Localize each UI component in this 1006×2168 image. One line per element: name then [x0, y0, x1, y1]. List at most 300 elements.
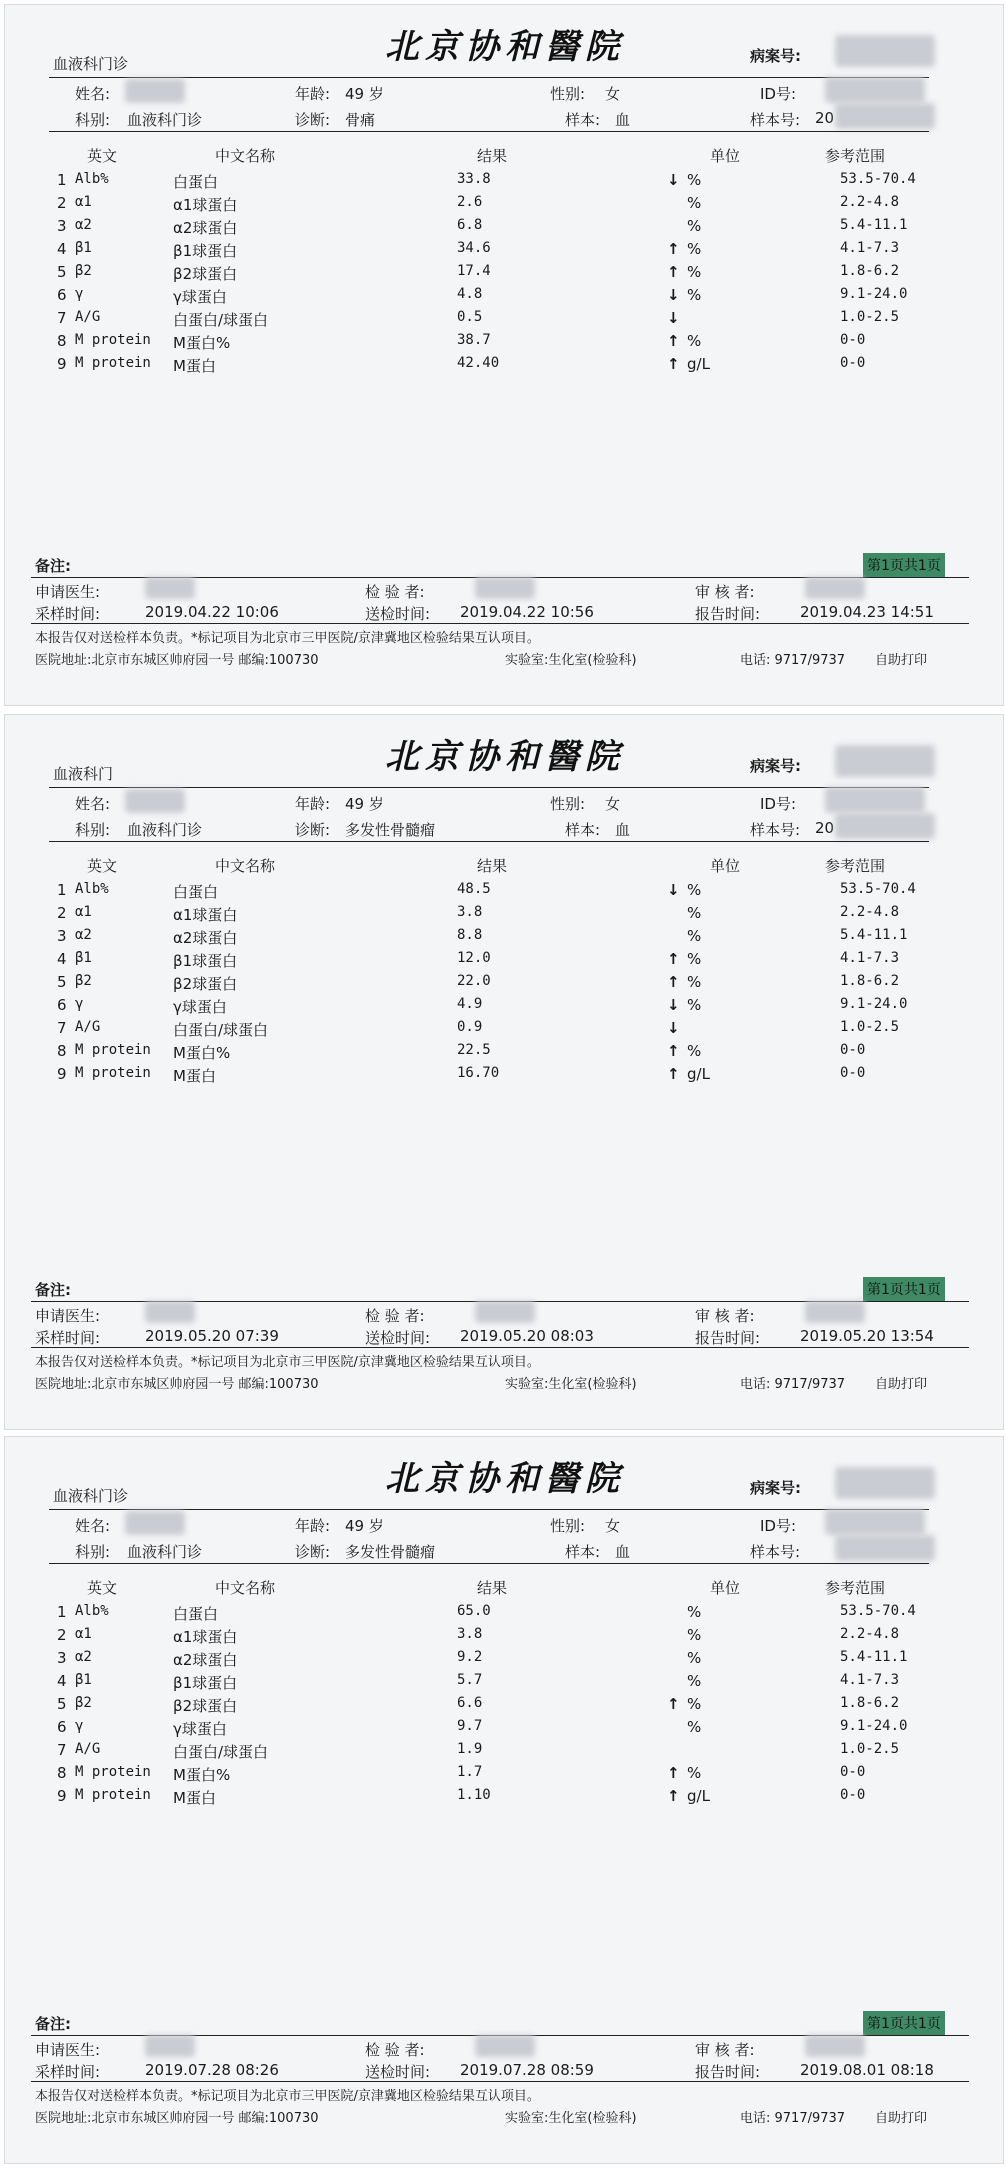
- report-sheet: [4, 1436, 1004, 2164]
- row-no: 9: [57, 1787, 67, 1805]
- age-label: 年龄:: [295, 85, 331, 103]
- send-time-value: 2019.05.20 08:03: [460, 1327, 594, 1345]
- row-result: 4.9: [457, 996, 483, 1012]
- rule-line: [31, 2081, 969, 2082]
- name-label: 姓名:: [75, 795, 111, 813]
- redacted-field: [825, 77, 925, 103]
- lab: 实验室:生化室(检验科): [505, 653, 637, 668]
- row-no: 3: [57, 217, 67, 235]
- lab: 实验室:生化室(检验科): [505, 2111, 637, 2126]
- row-cn: α2球蛋白: [173, 929, 238, 947]
- diag-value: 骨痛: [345, 111, 376, 129]
- sex-label: 性别:: [550, 795, 586, 813]
- row-en: M protein: [75, 355, 151, 371]
- hospital-title: 北京协和醫院: [385, 1459, 625, 1499]
- age-value: 49 岁: [345, 1517, 384, 1535]
- rule-line: [31, 623, 969, 624]
- row-en: β1: [75, 950, 92, 966]
- table-row: [5, 1672, 985, 1694]
- col-unit: 单位: [710, 1579, 741, 1597]
- row-no: 5: [57, 1695, 67, 1713]
- dept-label: 科别:: [75, 111, 111, 129]
- row-unit: g/L: [687, 1787, 710, 1805]
- row-en: α1: [75, 194, 92, 210]
- table-row: [5, 309, 985, 331]
- rule-line: [49, 1509, 929, 1510]
- reviewer-label: 审 核 者:: [695, 2041, 755, 2059]
- table-row: [5, 1787, 985, 1809]
- row-range: 2.2-4.8: [840, 904, 900, 920]
- row-en: β1: [75, 1672, 92, 1688]
- row-result: 1.10: [457, 1787, 491, 1803]
- redacted-field: [835, 745, 935, 777]
- row-flag: ↑: [667, 240, 680, 258]
- remark-label: 备注:: [35, 557, 71, 575]
- row-range: 0-0: [840, 1065, 866, 1081]
- table-row: [5, 332, 985, 354]
- row-unit: %: [687, 1672, 702, 1690]
- send-time-value: 2019.07.28 08:59: [460, 2061, 594, 2079]
- row-flag: ↑: [667, 355, 680, 373]
- col-range: 参考范围: [825, 147, 886, 165]
- row-no: 9: [57, 1065, 67, 1083]
- row-unit: %: [687, 904, 702, 922]
- redacted-field: [835, 1467, 935, 1499]
- redacted-field: [475, 1301, 535, 1323]
- row-range: 1.0-2.5: [840, 309, 900, 325]
- row-cn: α2球蛋白: [173, 219, 238, 237]
- row-unit: %: [687, 332, 702, 350]
- sex-value: 女: [605, 85, 621, 103]
- row-en: β2: [75, 973, 92, 989]
- lab: 实验室:生化室(检验科): [505, 1377, 637, 1392]
- diag-label: 诊断:: [295, 111, 331, 129]
- age-label: 年龄:: [295, 795, 331, 813]
- sample-label: 样本:: [565, 1543, 601, 1561]
- sex-value: 女: [605, 1517, 621, 1535]
- row-no: 6: [57, 996, 67, 1014]
- row-range: 1.8-6.2: [840, 1695, 900, 1711]
- row-no: 5: [57, 263, 67, 281]
- header-dept: 血液科门: [53, 765, 114, 783]
- phone: 电话: 9717/9737: [740, 1377, 846, 1392]
- sample-value: 血: [615, 111, 631, 129]
- table-row: [5, 950, 985, 972]
- page-badge: 第1页共1页: [863, 1277, 945, 1301]
- row-no: 7: [57, 1019, 67, 1037]
- redacted-field: [835, 813, 935, 839]
- row-unit: %: [687, 1764, 702, 1782]
- inspector-label: 检 验 者:: [365, 583, 425, 601]
- address: 医院地址:北京市东城区帅府园一号 邮编:100730: [35, 2111, 319, 2126]
- row-range: 4.1-7.3: [840, 950, 900, 966]
- row-cn: γ球蛋白: [173, 1720, 227, 1738]
- table-row: [5, 904, 985, 926]
- table-row: [5, 355, 985, 377]
- row-no: 9: [57, 355, 67, 373]
- row-en: M protein: [75, 1764, 151, 1780]
- record-no-label: 病案号:: [750, 1479, 801, 1497]
- sample-time-value: 2019.04.22 10:06: [145, 603, 279, 621]
- row-en: γ: [75, 996, 84, 1012]
- requester-label: 申请医生:: [35, 2041, 101, 2059]
- row-range: 9.1-24.0: [840, 1718, 908, 1734]
- row-cn: α2球蛋白: [173, 1651, 238, 1669]
- hospital-title: 北京协和醫院: [385, 27, 625, 67]
- row-range: 1.8-6.2: [840, 263, 900, 279]
- table-row: [5, 1649, 985, 1671]
- diag-value: 多发性骨髓瘤: [345, 821, 436, 839]
- row-result: 17.4: [457, 263, 491, 279]
- row-cn: β1球蛋白: [173, 952, 238, 970]
- row-no: 2: [57, 1626, 67, 1644]
- table-row: [5, 1042, 985, 1064]
- report-time-value: 2019.05.20 13:54: [800, 1327, 934, 1345]
- row-unit: %: [687, 1649, 702, 1667]
- disclaimer: 本报告仅对送检样本负责。*标记项目为北京市三甲医院/京津冀地区检验结果互认项目。: [35, 2089, 540, 2104]
- report-time-label: 报告时间:: [695, 605, 761, 623]
- col-cn: 中文名称: [215, 1579, 276, 1597]
- row-result: 1.9: [457, 1741, 483, 1757]
- id-label: ID号:: [760, 85, 797, 103]
- col-result: 结果: [477, 857, 508, 875]
- dept-label: 科别:: [75, 1543, 111, 1561]
- row-result: 6.8: [457, 217, 483, 233]
- redacted-field: [145, 1301, 195, 1323]
- row-en: M protein: [75, 1787, 151, 1803]
- row-no: 3: [57, 1649, 67, 1667]
- row-unit: %: [687, 927, 702, 945]
- row-en: A/G: [75, 1019, 101, 1035]
- row-range: 0-0: [840, 1787, 866, 1803]
- row-flag: ↑: [667, 950, 680, 968]
- row-unit: %: [687, 240, 702, 258]
- row-no: 4: [57, 1672, 67, 1690]
- row-cn: 白蛋白: [173, 1605, 219, 1623]
- row-unit: %: [687, 217, 702, 235]
- col-unit: 单位: [710, 147, 741, 165]
- row-en: A/G: [75, 1741, 101, 1757]
- table-row: [5, 217, 985, 239]
- row-cn: β1球蛋白: [173, 1674, 238, 1692]
- row-no: 6: [57, 286, 67, 304]
- reviewer-label: 审 核 者:: [695, 583, 755, 601]
- row-no: 2: [57, 194, 67, 212]
- header-dept: 血液科门诊: [53, 1487, 129, 1505]
- row-result: 42.40: [457, 355, 500, 371]
- page-badge: 第1页共1页: [863, 553, 945, 577]
- table-row: [5, 171, 985, 193]
- sample-no-label: 样本号:: [750, 111, 801, 129]
- table-row: [5, 286, 985, 308]
- row-result: 4.8: [457, 286, 483, 302]
- row-no: 1: [57, 1603, 67, 1621]
- record-no-label: 病案号:: [750, 47, 801, 65]
- sample-no-value: 20: [815, 819, 835, 837]
- row-en: α1: [75, 904, 92, 920]
- row-no: 8: [57, 332, 67, 350]
- row-result: 0.5: [457, 309, 483, 325]
- send-time-value: 2019.04.22 10:56: [460, 603, 594, 621]
- row-range: 2.2-4.8: [840, 194, 900, 210]
- col-en: 英文: [87, 857, 118, 875]
- requester-label: 申请医生:: [35, 1307, 101, 1325]
- row-no: 4: [57, 950, 67, 968]
- row-flag: ↑: [667, 1787, 680, 1805]
- row-cn: M蛋白: [173, 1067, 216, 1085]
- row-range: 0-0: [840, 355, 866, 371]
- row-range: 1.0-2.5: [840, 1019, 900, 1035]
- row-en: M protein: [75, 332, 151, 348]
- row-en: β1: [75, 240, 92, 256]
- diag-value: 多发性骨髓瘤: [345, 1543, 436, 1561]
- row-cn: M蛋白: [173, 1789, 216, 1807]
- row-cn: β1球蛋白: [173, 242, 238, 260]
- row-flag: ↑: [667, 1764, 680, 1782]
- row-result: 2.6: [457, 194, 483, 210]
- row-no: 5: [57, 973, 67, 991]
- requester-label: 申请医生:: [35, 583, 101, 601]
- row-no: 8: [57, 1042, 67, 1060]
- row-cn: M蛋白: [173, 357, 216, 375]
- table-row: [5, 1695, 985, 1717]
- redacted-field: [125, 79, 185, 103]
- row-no: 3: [57, 927, 67, 945]
- sample-value: 血: [615, 821, 631, 839]
- row-range: 4.1-7.3: [840, 1672, 900, 1688]
- reviewer-label: 审 核 者:: [695, 1307, 755, 1325]
- row-result: 16.70: [457, 1065, 500, 1081]
- age-value: 49 岁: [345, 85, 384, 103]
- row-unit: %: [687, 1695, 702, 1713]
- sample-no-label: 样本号:: [750, 821, 801, 839]
- row-result: 65.0: [457, 1603, 491, 1619]
- report-time-value: 2019.04.23 14:51: [800, 603, 934, 621]
- dept-value: 血液科门诊: [127, 111, 203, 129]
- redacted-field: [475, 2035, 535, 2057]
- page-badge: 第1页共1页: [863, 2011, 945, 2035]
- sex-value: 女: [605, 795, 621, 813]
- self-print: 自助打印: [875, 1377, 928, 1392]
- sample-no-label: 样本号:: [750, 1543, 801, 1561]
- row-unit: %: [687, 171, 702, 189]
- sample-time-label: 采样时间:: [35, 605, 101, 623]
- row-flag: ↓: [667, 309, 680, 327]
- inspector-label: 检 验 者:: [365, 2041, 425, 2059]
- report-sheet: [4, 4, 1004, 706]
- table-row: [5, 1764, 985, 1786]
- send-time-label: 送检时间:: [365, 2063, 431, 2081]
- row-range: 4.1-7.3: [840, 240, 900, 256]
- redacted-field: [145, 2035, 195, 2057]
- address: 医院地址:北京市东城区帅府园一号 邮编:100730: [35, 653, 319, 668]
- row-unit: %: [687, 1603, 702, 1621]
- redacted-field: [125, 789, 185, 813]
- redacted-field: [805, 577, 865, 599]
- id-label: ID号:: [760, 795, 797, 813]
- table-row: [5, 1718, 985, 1740]
- report-sheet: [4, 714, 1004, 1430]
- row-unit: %: [687, 1626, 702, 1644]
- table-row: [5, 881, 985, 903]
- row-flag: ↓: [667, 171, 680, 189]
- row-unit: %: [687, 950, 702, 968]
- redacted-field: [835, 35, 935, 67]
- row-flag: ↓: [667, 1019, 680, 1037]
- row-flag: ↑: [667, 332, 680, 350]
- row-range: 1.0-2.5: [840, 1741, 900, 1757]
- row-range: 0-0: [840, 332, 866, 348]
- row-unit: g/L: [687, 1065, 710, 1083]
- sample-time-label: 采样时间:: [35, 2063, 101, 2081]
- age-value: 49 岁: [345, 795, 384, 813]
- row-en: Alb%: [75, 171, 109, 187]
- row-en: α2: [75, 1649, 92, 1665]
- row-range: 5.4-11.1: [840, 1649, 908, 1665]
- row-flag: ↑: [667, 1065, 680, 1083]
- row-result: 22.0: [457, 973, 491, 989]
- table-row: [5, 263, 985, 285]
- redacted-field: [475, 577, 535, 599]
- dept-value: 血液科门诊: [127, 1543, 203, 1561]
- row-range: 2.2-4.8: [840, 1626, 900, 1642]
- row-unit: %: [687, 1718, 702, 1736]
- sample-label: 样本:: [565, 111, 601, 129]
- row-cn: α1球蛋白: [173, 906, 238, 924]
- row-result: 3.8: [457, 904, 483, 920]
- row-range: 5.4-11.1: [840, 927, 908, 943]
- name-label: 姓名:: [75, 1517, 111, 1535]
- row-result: 1.7: [457, 1764, 483, 1780]
- row-unit: %: [687, 194, 702, 212]
- redacted-field: [125, 1511, 185, 1535]
- row-result: 8.8: [457, 927, 483, 943]
- row-flag: ↑: [667, 1695, 680, 1713]
- row-cn: γ球蛋白: [173, 288, 227, 306]
- row-en: Alb%: [75, 1603, 109, 1619]
- sample-value: 血: [615, 1543, 631, 1561]
- sample-time-value: 2019.05.20 07:39: [145, 1327, 279, 1345]
- row-en: γ: [75, 286, 84, 302]
- row-result: 9.7: [457, 1718, 483, 1734]
- row-result: 33.8: [457, 171, 491, 187]
- col-range: 参考范围: [825, 857, 886, 875]
- id-label: ID号:: [760, 1517, 797, 1535]
- header-dept: 血液科门诊: [53, 55, 129, 73]
- redacted-field: [835, 103, 935, 129]
- table-row: [5, 1065, 985, 1087]
- row-flag: ↑: [667, 1042, 680, 1060]
- send-time-label: 送检时间:: [365, 1329, 431, 1347]
- dept-value: 血液科门诊: [127, 821, 203, 839]
- redacted-field: [825, 787, 925, 813]
- remark-label: 备注:: [35, 2015, 71, 2033]
- row-flag: ↑: [667, 263, 680, 281]
- row-unit: %: [687, 263, 702, 281]
- table-row: [5, 1741, 985, 1763]
- col-range: 参考范围: [825, 1579, 886, 1597]
- row-range: 5.4-11.1: [840, 217, 908, 233]
- row-en: α2: [75, 927, 92, 943]
- phone: 电话: 9717/9737: [740, 653, 846, 668]
- col-unit: 单位: [710, 857, 741, 875]
- row-cn: β2球蛋白: [173, 1697, 238, 1715]
- record-no-label: 病案号:: [750, 757, 801, 775]
- row-cn: 白蛋白: [173, 883, 219, 901]
- row-cn: α1球蛋白: [173, 196, 238, 214]
- row-range: 0-0: [840, 1764, 866, 1780]
- col-result: 结果: [477, 147, 508, 165]
- table-row: [5, 194, 985, 216]
- self-print: 自助打印: [875, 653, 928, 668]
- col-result: 结果: [477, 1579, 508, 1597]
- row-cn: β2球蛋白: [173, 975, 238, 993]
- row-en: γ: [75, 1718, 84, 1734]
- row-en: β2: [75, 1695, 92, 1711]
- row-en: β2: [75, 263, 92, 279]
- row-no: 6: [57, 1718, 67, 1736]
- row-unit: %: [687, 996, 702, 1014]
- row-range: 53.5-70.4: [840, 171, 916, 187]
- row-flag: ↓: [667, 996, 680, 1014]
- col-cn: 中文名称: [215, 147, 276, 165]
- row-no: 1: [57, 881, 67, 899]
- row-unit: %: [687, 881, 702, 899]
- row-cn: 白蛋白/球蛋白: [173, 1021, 269, 1039]
- row-unit: %: [687, 1042, 702, 1060]
- report-time-label: 报告时间:: [695, 2063, 761, 2081]
- redacted-field: [825, 1509, 925, 1535]
- row-cn: M蛋白%: [173, 1044, 231, 1062]
- name-label: 姓名:: [75, 85, 111, 103]
- row-no: 8: [57, 1764, 67, 1782]
- redacted-field: [805, 1301, 865, 1323]
- diag-label: 诊断:: [295, 821, 331, 839]
- row-result: 5.7: [457, 1672, 483, 1688]
- row-cn: M蛋白%: [173, 334, 231, 352]
- row-en: M protein: [75, 1042, 151, 1058]
- row-flag: ↓: [667, 286, 680, 304]
- row-result: 38.7: [457, 332, 491, 348]
- row-cn: 白蛋白/球蛋白: [173, 311, 269, 329]
- sex-label: 性别:: [550, 85, 586, 103]
- inspector-label: 检 验 者:: [365, 1307, 425, 1325]
- self-print: 自助打印: [875, 2111, 928, 2126]
- row-no: 4: [57, 240, 67, 258]
- rule-line: [49, 131, 929, 132]
- row-en: Alb%: [75, 881, 109, 897]
- hospital-title: 北京协和醫院: [385, 737, 625, 777]
- disclaimer: 本报告仅对送检样本负责。*标记项目为北京市三甲医院/京津冀地区检验结果互认项目。: [35, 1355, 540, 1370]
- rule-line: [49, 841, 929, 842]
- row-en: A/G: [75, 309, 101, 325]
- rule-line: [49, 787, 929, 788]
- sample-label: 样本:: [565, 821, 601, 839]
- redacted-field: [805, 2035, 865, 2057]
- col-en: 英文: [87, 147, 118, 165]
- send-time-label: 送检时间:: [365, 605, 431, 623]
- row-no: 2: [57, 904, 67, 922]
- dept-label: 科别:: [75, 821, 111, 839]
- row-result: 0.9: [457, 1019, 483, 1035]
- table-row: [5, 1019, 985, 1041]
- disclaimer: 本报告仅对送检样本负责。*标记项目为北京市三甲医院/京津冀地区检验结果互认项目。: [35, 631, 540, 646]
- row-no: 1: [57, 171, 67, 189]
- address: 医院地址:北京市东城区帅府园一号 邮编:100730: [35, 1377, 319, 1392]
- row-no: 7: [57, 1741, 67, 1759]
- row-no: 7: [57, 309, 67, 327]
- table-row: [5, 927, 985, 949]
